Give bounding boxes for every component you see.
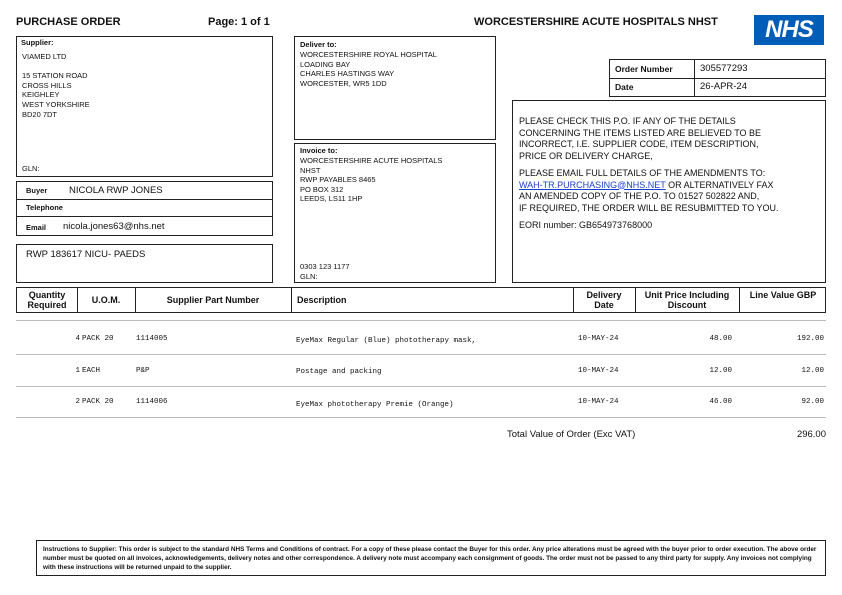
notice-line: IF REQUIRED, THE ORDER WILL BE RESUBMITTED TO YOU. [519,202,779,213]
supplier-line: BD20 7DT [22,109,58,119]
purchasing-email-link[interactable]: WAH-TR.PURCHASING@NHS.NET [519,179,666,190]
invoice-line: NHST [300,165,321,175]
item-delivery-date: 10-MAY-24 [578,367,619,375]
notice-line: INCORRECT, I.E. SUPPLIER CODE, ITEM DESCRIPTION, [519,139,759,149]
telephone-label: Telephone [26,203,63,212]
item-qty: 1 [75,367,80,375]
item-delivery-date: 10-MAY-24 [578,335,619,343]
notice-line: CONCERNING THE ITEMS LISTED ARE BELIEVED TO BE [519,127,762,138]
invoice-gln: GLN: [300,272,318,281]
total-label: Total Value of Order (Exc VAT) [507,429,636,440]
supplier-line: VIAMED LTD [22,52,67,61]
item-description: EyeMax Regular (Blue) phototherapy mask, [296,337,477,345]
supplier-line: 15 STATION ROAD [22,71,88,81]
item-uom: PACK 20 [82,398,114,406]
notice-line: PRICE OR DELIVERY CHARGE, [519,150,653,161]
order-number: 305577293 [700,63,748,74]
invoice-to-box [294,143,496,283]
col-description: Description [297,295,347,305]
supplier-label: Supplier: [21,38,54,47]
item-unit-price: 48.00 [709,335,732,343]
item-description: Postage and packing [296,368,382,376]
item-uom: EACH [82,367,101,375]
item-line-value: 192.00 [796,335,824,343]
col-quantity: Quantity Required [27,290,67,310]
buyer-name: NICOLA RWP JONES [69,185,163,196]
deliver-to-label: Deliver to: [300,40,337,49]
item-unit-price: 12.00 [709,367,732,375]
supplier-address [22,52,90,119]
invoice-line: LEEDS, LS11 1HP [300,194,363,204]
item-qty: 4 [75,335,80,343]
order-date: 26-APR-24 [700,81,747,92]
item-unit-price: 46.00 [709,398,732,406]
amendment-notice-box [512,100,826,283]
item-part: 1114006 [136,398,168,406]
item-uom: PACK 20 [82,335,114,343]
order-date-label: Date [615,82,634,92]
delivery-address [300,50,437,88]
organisation-name: WORCESTERSHIRE ACUTE HOSPITALS NHST [474,16,718,28]
email-label: Email [26,223,47,232]
item-part: P&P [136,367,150,375]
delivery-line: LOADING BAY [300,59,351,69]
order-number-label: Order Number [615,64,673,74]
invoice-phone: 0303 123 1177 [300,262,350,271]
supplier-gln: GLN: [22,164,40,173]
col-line-value: Line Value GBP [749,290,817,300]
delivery-line: CHARLES HASTINGS WAY [300,69,395,79]
total-value: 296.00 [796,429,826,440]
invoice-line: RWP PAYABLES 8465 [300,175,376,185]
supplier-instructions: Instructions to Supplier: This order is subject to the standard NHS Terms and Conditions of contract. For a copy of these please contact the Buyer for this order. Any price alterations must be agreed with the buyer prior to order execution. The above order number must be quoted on all invoices, acknowledgements, delivery notes and other correspondence. A delivery note must accompany each consignment of goods. The order must not be passed to any third party for supply. Any invoices not complying with these instructions will be returned unpaid to the supplier. [43,546,817,571]
supplier-line [22,62,90,72]
notice-line-rest: OR ALTERNATIVELY FAX [665,179,774,190]
buyer-box [16,181,273,236]
invoice-to-label: Invoice to: [300,146,338,155]
nhs-logo: NHS [754,15,824,45]
item-part: 1114005 [136,335,168,343]
deliver-to-box [294,36,496,140]
notice-line: PLEASE CHECK THIS P.O. IF ANY OF THE DETAILS [519,116,736,126]
supplier-line: WEST YORKSHIRE [22,99,90,109]
supplier-line: KEIGHLEY [22,90,60,100]
invoice-line: WORCESTERSHIRE ACUTE HOSPITALS [300,156,443,165]
item-line-value: 12.00 [801,367,824,375]
col-unit-price: Unit Price Including Discount [644,290,730,310]
items-header [16,287,826,313]
notice-line: PLEASE EMAIL FULL DETAILS OF THE AMENDMENTS TO: [519,168,766,178]
item-qty: 2 [75,398,80,406]
col-uom: U.O.M. [91,295,121,305]
buyer-email[interactable]: nicola.jones63@nhs.net [63,221,165,232]
document-title: PURCHASE ORDER [16,16,121,28]
supplier-line: CROSS HILLS [22,80,72,90]
supplier-box [16,36,273,177]
notice-email-line [519,180,779,192]
item-line-value: 92.00 [801,398,824,406]
eori-number: EORI number: GB654973768000 [519,220,653,230]
col-delivery-date: Delivery Date [586,290,622,310]
order-info-table [609,59,826,97]
order-reference: RWP 183617 NICU- PAEDS [26,249,146,260]
buyer-label: Buyer [26,186,48,195]
reference-box [16,244,273,283]
invoice-address [300,156,442,204]
delivery-line: WORCESTER, WR5 1DD [300,78,387,88]
item-delivery-date: 10-MAY-24 [578,398,619,406]
notice-line: AN AMENDED COPY OF THE P.O. TO 01527 502822 AND, [519,191,760,201]
delivery-line: WORCESTERSHIRE ROYAL HOSPITAL [300,50,437,59]
supplier-instructions-box [36,540,826,576]
check-notice [519,116,779,232]
page-number: Page: 1 of 1 [208,16,270,28]
item-description: EyeMax phototherapy Premie (Orange) [296,401,454,409]
invoice-line: PO BOX 312 [300,184,344,194]
col-part-number: Supplier Part Number [166,295,260,305]
